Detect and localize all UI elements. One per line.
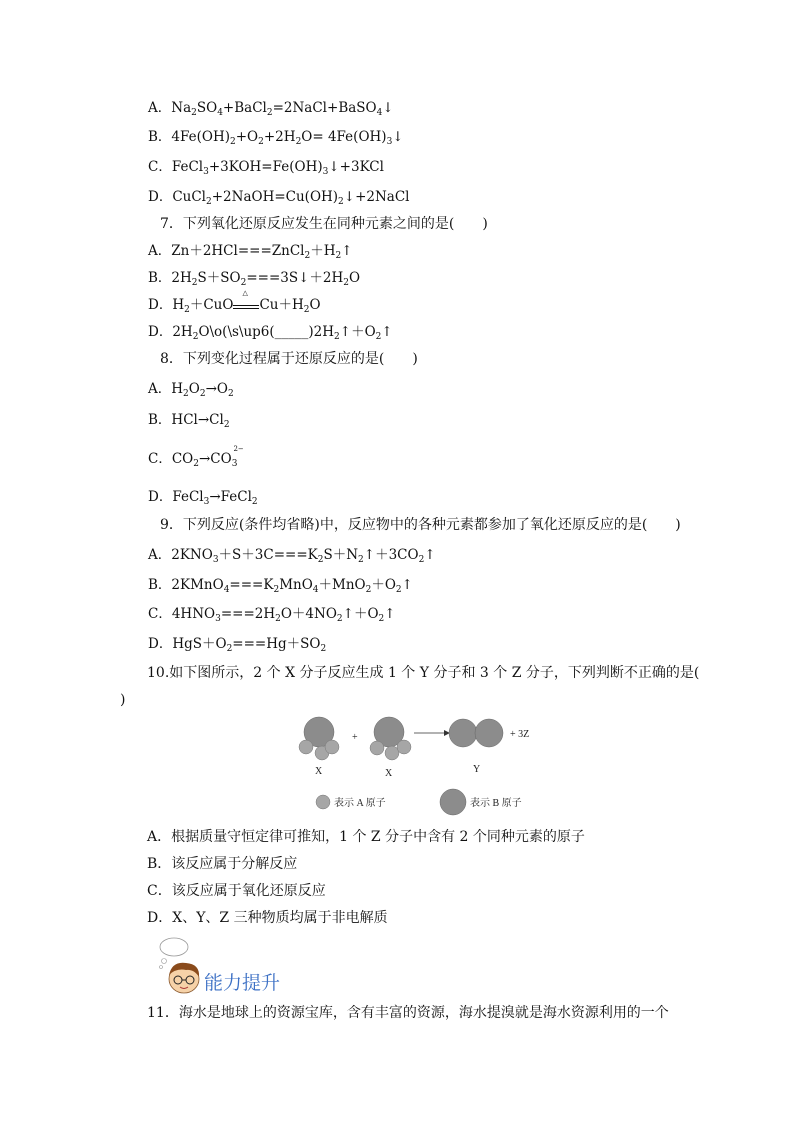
reaction-arrow	[414, 730, 450, 736]
plus-sign: +	[352, 732, 358, 743]
molecule-x-1	[299, 717, 339, 760]
heat-triangle-icon: △	[242, 289, 248, 297]
section-title: 能力提升	[204, 972, 281, 994]
q9-stem: 9．下列反应(条件均省略)中，反应物中的各种元素都参加了氧化还原反应的是( )	[160, 517, 681, 533]
label-x-2: X	[385, 768, 393, 779]
q9-option-d: D．$HgS+O_2===Hg+SO_2$	[148, 636, 327, 654]
q8-option-d: D．FeCl$_3$→FeCl$_2$	[148, 489, 258, 507]
legend-a-atom-icon	[316, 795, 330, 809]
q6-option-c: C．$FeCl_3+3KOH=Fe(OH)_3↓+3KCl$	[148, 159, 384, 177]
q6-option-d: D．$CuCl_2+2NaOH=Cu(OH)_2↓+2NaCl$	[148, 189, 410, 207]
q6-option-b: B．$4Fe(OH)_2+O_2+2H_2O=$ $4Fe(OH)_3↓$	[148, 129, 404, 147]
plus-3z-label: + 3Z	[510, 729, 530, 740]
q7-option-a: A．$Zn+2HCl===ZnCl_2+H_2↑$	[148, 243, 353, 261]
thinking-boy-icon	[150, 935, 208, 997]
q10-stem-line2: )	[120, 692, 126, 708]
q6-option-a: A．$Na_2SO_4+BaCl_2=2NaCl+BaSO_4↓$	[148, 100, 394, 118]
q7-option-b: B．$2H_2S+SO_2===3S↓+2H_2O$	[148, 270, 361, 288]
q10-stem-line1: 10.如下图所示，2 个 X 分子反应生成 1 个 Y 分子和 3 个 Z 分子，下列判断不正确的是(	[147, 665, 700, 681]
q8-option-a: A．$H_2O_2\to O_2$	[148, 381, 234, 399]
q8-stem: 8．下列变化过程属于还原反应的是( )	[160, 351, 418, 367]
legend-b-atom-icon	[440, 789, 466, 815]
q9-option-b: B．$2KMnO_4===K_2MnO_4+MnO_2+O_2↑$	[148, 577, 413, 595]
q7-option-d1: D．$H_2+CuO$ △ $Cu+H_2O$	[148, 289, 321, 315]
heat-equals-sign	[233, 289, 259, 309]
q9-option-c: C．$4HNO_3===2H_2O+4NO_2↑+O_2↑$	[148, 606, 396, 624]
q8-option-c: C．$CO_2\to CO_3^{2-}$	[148, 445, 244, 469]
q7-option-d2: D．$2H_2O\backslash o(\backslash s\backslash up6(\_\_\_\_\_)2H_2↑+O_2↑$	[148, 324, 393, 342]
q7-stem: 7．下列氧化还原反应发生在同种元素之间的是( )	[160, 216, 488, 232]
reaction-figure	[290, 712, 580, 822]
molecule-y	[449, 719, 503, 747]
molecule-x-2	[370, 717, 411, 760]
q8-option-b: B．$HCl\to Cl_2$	[148, 412, 230, 430]
q10-option-c: C．该反应属于氧化还原反应	[147, 883, 326, 899]
q10-option-b: B．该反应属于分解反应	[147, 856, 298, 872]
q9-option-a: A．$2KNO_3+S+3C===K_2S+N_2↑+3CO_2↑$	[148, 547, 436, 565]
legend-b-text: 表示 B 原子	[470, 798, 522, 809]
label-x-1: X	[315, 766, 323, 777]
q10-option-d: D．X、Y、Z 三种物质均属于非电解质	[147, 910, 388, 926]
label-y: Y	[473, 764, 481, 775]
q11-stem: 11．海水是地球上的资源宝库，含有丰富的资源，海水提溴就是海水资源利用的一个	[147, 1005, 669, 1021]
legend-a-text: 表示 A 原子	[334, 798, 386, 809]
q10-option-a: A．根据质量守恒定律可推知，1 个 Z 分子中含有 2 个同种元素的原子	[147, 829, 585, 845]
